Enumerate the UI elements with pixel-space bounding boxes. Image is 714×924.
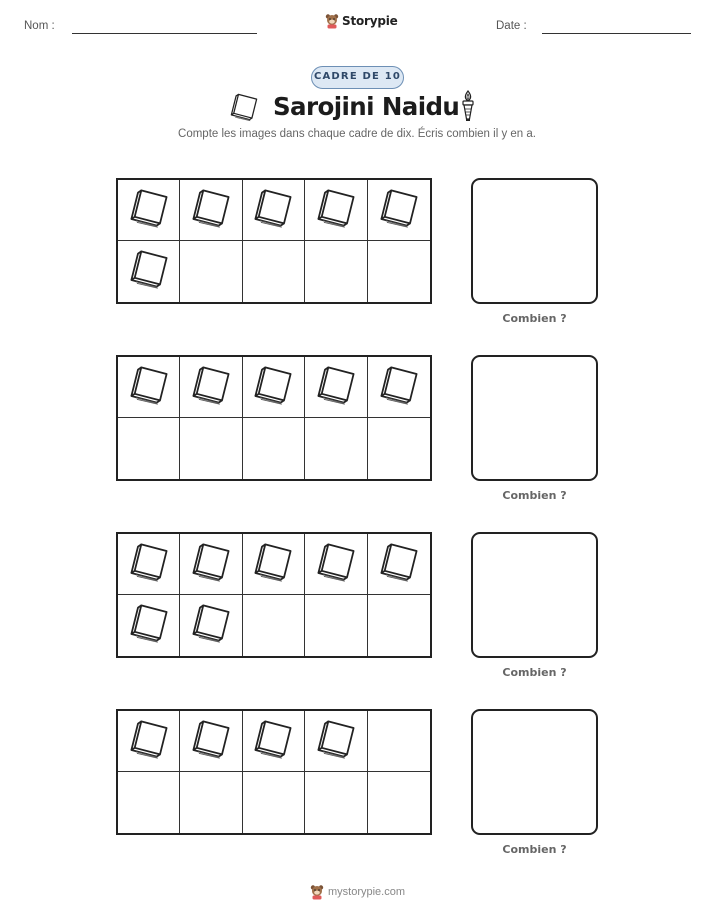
book-icon: [251, 718, 295, 765]
frame-cell: [180, 772, 242, 833]
name-label: Nom :: [24, 20, 55, 32]
frame-cell: [180, 711, 242, 772]
book-icon: [314, 187, 358, 234]
footer-url: mystorypie.com: [328, 886, 406, 898]
answer-box[interactable]: [471, 355, 598, 481]
frame-cell: [180, 534, 242, 595]
frame-cell: [368, 241, 430, 302]
frame-cell: [118, 241, 180, 302]
answer-label: Combien ?: [502, 843, 567, 856]
book-icon: [127, 718, 171, 765]
book-icon: [189, 187, 233, 234]
book-icon: [127, 602, 171, 649]
book-icon: [251, 364, 295, 411]
frame-cell: [305, 180, 367, 241]
frame-cell: [305, 711, 367, 772]
frame-cell: [368, 595, 430, 656]
answer-label: Combien ?: [502, 312, 567, 325]
frame-cell: [368, 180, 430, 241]
frame-cell: [305, 595, 367, 656]
frame-cell: [243, 357, 305, 418]
frame-cell: [118, 772, 180, 833]
frame-cell: [368, 534, 430, 595]
book-icon: [314, 364, 358, 411]
page-title: Sarojini Naidu: [273, 92, 460, 121]
frame-cell: [305, 241, 367, 302]
book-icon: [377, 541, 421, 588]
frame-cell: [243, 772, 305, 833]
frame-cell: [180, 241, 242, 302]
frame-cell: [180, 595, 242, 656]
book-icon: [251, 541, 295, 588]
frame-cell: [243, 711, 305, 772]
bear-icon: [310, 884, 324, 900]
book-icon: [377, 364, 421, 411]
name-line[interactable]: [72, 33, 257, 34]
frame-cell: [118, 595, 180, 656]
frame-cell: [305, 418, 367, 479]
book-icon: [314, 541, 358, 588]
frame-cell: [180, 180, 242, 241]
frame-cell: [180, 357, 242, 418]
book-icon: [127, 248, 171, 295]
frame-cell: [243, 418, 305, 479]
ten-frame: [116, 532, 432, 658]
frame-cell: [118, 711, 180, 772]
frame-cell: [118, 534, 180, 595]
bear-icon: [325, 13, 339, 29]
answer-box[interactable]: [471, 178, 598, 304]
frame-cell: [305, 357, 367, 418]
answer-box[interactable]: [471, 709, 598, 835]
book-icon: [377, 187, 421, 234]
frame-cell: [118, 180, 180, 241]
frame-cell: [180, 418, 242, 479]
book-icon: [314, 718, 358, 765]
brand-name: Storypie: [342, 14, 398, 28]
frame-cell: [368, 772, 430, 833]
book-icon: [189, 364, 233, 411]
ten-frame: [116, 178, 432, 304]
frame-cell: [368, 357, 430, 418]
book-icon: [251, 187, 295, 234]
frame-cell: [243, 241, 305, 302]
frame-cell: [305, 772, 367, 833]
frame-cell: [305, 534, 367, 595]
ten-frame: [116, 709, 432, 835]
answer-label: Combien ?: [502, 489, 567, 502]
frame-cell: [368, 418, 430, 479]
torch-icon: [459, 90, 477, 127]
instructions: Compte les images dans chaque cadre de dix. Écris combien il y en a.: [178, 128, 536, 140]
book-icon: [127, 541, 171, 588]
book-icon: [127, 187, 171, 234]
brand-logo: [325, 13, 398, 29]
footer: [310, 884, 405, 900]
answer-box[interactable]: [471, 532, 598, 658]
book-icon: [189, 718, 233, 765]
date-label: Date :: [496, 20, 527, 32]
book-icon: [127, 364, 171, 411]
book-icon: [189, 602, 233, 649]
worksheet-type-badge: CADRE DE 10: [311, 66, 404, 89]
frame-cell: [118, 357, 180, 418]
book-icon: [189, 541, 233, 588]
frame-cell: [118, 418, 180, 479]
frame-cell: [243, 180, 305, 241]
frame-cell: [243, 595, 305, 656]
frame-cell: [243, 534, 305, 595]
book-icon: [228, 92, 260, 127]
answer-label: Combien ?: [502, 666, 567, 679]
frame-cell: [368, 711, 430, 772]
date-line[interactable]: [542, 33, 691, 34]
ten-frame: [116, 355, 432, 481]
